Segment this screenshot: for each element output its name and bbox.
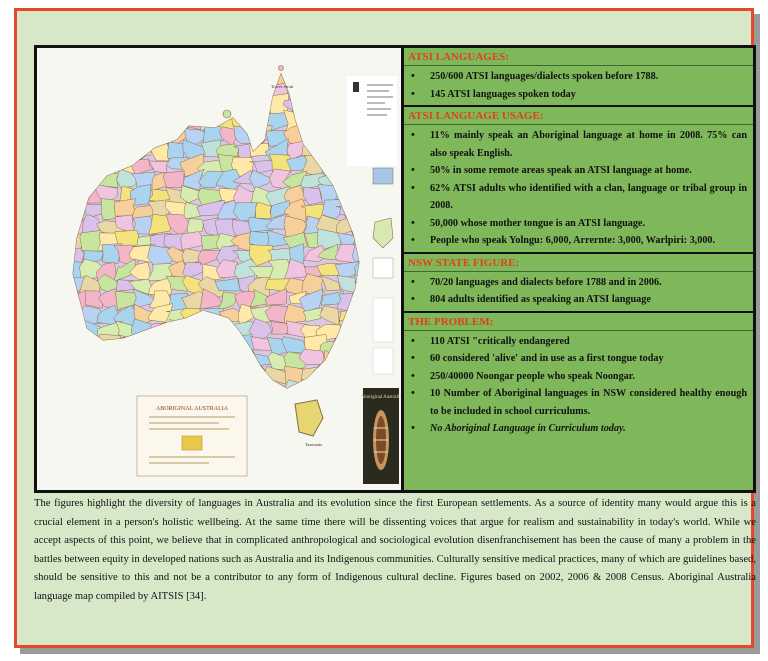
map-svg [37,48,401,490]
caption-paragraph: The figures highlight the diversity of languages in Australia and its evolution since the first European settlements. As a source of identity many would argue this is a crucial element in a person's holistic wellbeing. At the same time there will be dissenting voices that argue for realism and sustainability in today's world. While we accept aspects of this point, we believe that in complicated anthropological and sociological evolution disenfranchisement has been the cause of many a problem in the battles between equity in developed nations such as Australia and its Indigenous communities. Culturally sensitive medical practices, many of which are guidelines based, should be sensitive to this and not be a contributor to any form of Indigenous cultural decline. Figures based on 2002, 2006 & 2008 Census. Aboriginal Australia language map compiled by AITSIS [34]. [34,498,756,602]
fact-item: • 50,000 whose mother tongue is an ATSI language. [404,215,747,233]
facts-column [404,48,753,490]
fact-list [404,66,753,105]
section-the-problem [404,313,753,440]
fact-item: • 60 considered 'alive' and in use as a first tongue today [404,350,747,368]
book-cover-image [361,388,401,484]
fact-item: • 804 adults identified as speaking an ATSI language [404,291,747,309]
section-nsw-state-figure [404,254,753,313]
book-title: Aboriginal Australia [360,395,401,400]
fact-item: • No Aboriginal Language in Curriculum today. [404,420,747,438]
fact-item: • 250/600 ATSI languages/dialects spoken before 1788. [404,68,747,86]
section-title: ATSI LANGUAGE USAGE: [404,107,753,125]
section-title: ATSI LANGUAGES: [404,48,753,66]
fact-list [404,272,753,311]
language-region [168,142,185,160]
fact-item: • 50% in some remote areas speak an ATSI language at home. [404,162,747,180]
fact-item: • People who speak Yolngu: 6,000, Arrernte: 3,000, Warlpiri: 3,000. [404,232,747,250]
map-legend [137,396,247,476]
fact-item: • 11% mainly speak an Aboriginal language at home in 2008. 75% can also speak English. [404,127,747,162]
torres-strait-label: Torres Strait [271,84,294,89]
fact-list [404,331,753,440]
legend-title: ABORIGINAL AUSTRALIA [155,406,229,412]
section-title: NSW STATE FIGURE: [404,254,753,272]
fact-item: • 62% ATSI adults who identified with a clan, language or tribal group in 2008. [404,180,747,215]
tasmania-label: Tasmania [305,442,323,447]
figure-panel [34,45,756,493]
section-atsi-language-usage [404,107,753,254]
section-atsi-languages [404,48,753,107]
fact-item: • 70/20 languages and dialects before 1788 and in 2006. [404,274,747,292]
fact-item: • 10 Number of Aboriginal languages in NSW considered healthy enough to be included in school curriculums. [404,385,747,420]
fact-item: • 110 ATSI "critically endangered [404,333,747,351]
figure-frame [14,8,754,648]
fact-list [404,125,753,252]
fact-item: • 250/40000 Noongar people who speak Noongar. [404,368,747,386]
language-map [37,48,404,490]
section-title: THE PROBLEM: [404,313,753,331]
fact-item: • 145 ATSI languages spoken today [404,86,747,104]
